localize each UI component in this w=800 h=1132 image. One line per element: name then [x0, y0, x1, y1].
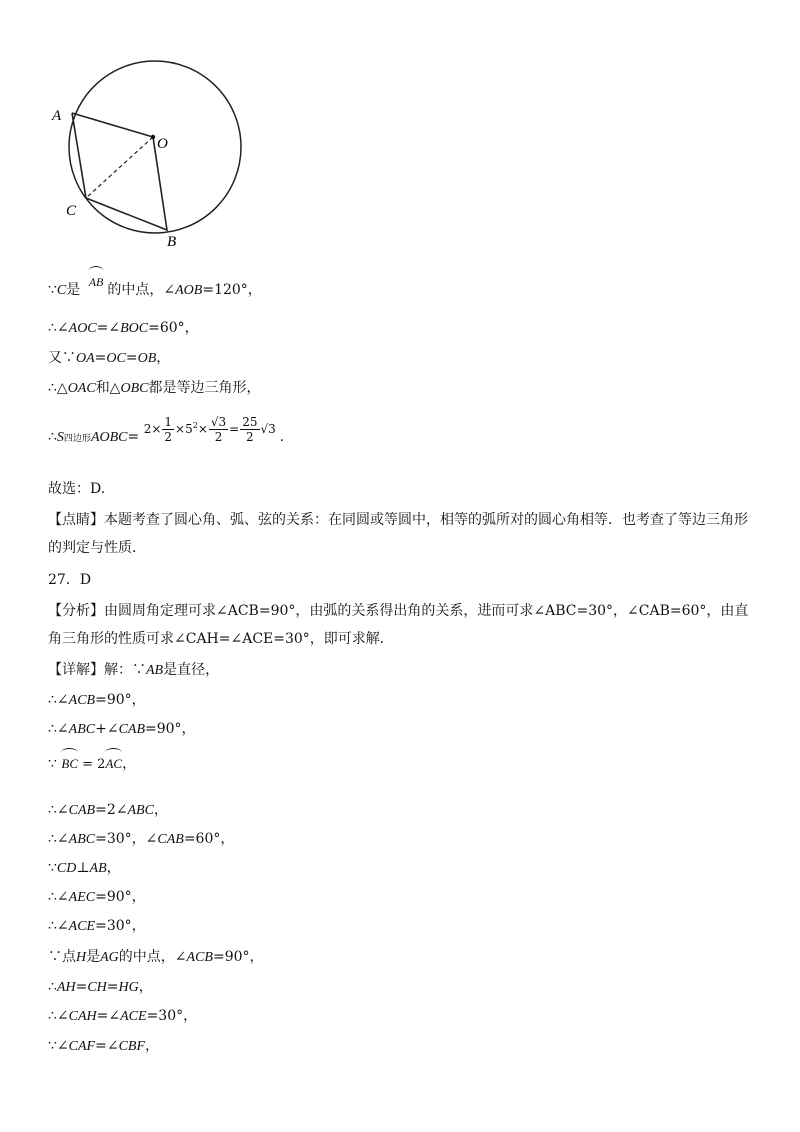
t: ，: [153, 802, 168, 818]
t: ABC: [68, 722, 96, 737]
t: 2: [192, 421, 198, 430]
t: ∴∠: [48, 802, 69, 818]
t: CAB: [68, 803, 96, 818]
t: ∵∠: [48, 1038, 69, 1054]
fraction: [240, 415, 259, 444]
t: =: [127, 429, 140, 445]
t: ABC: [127, 803, 154, 818]
t: ⊥: [76, 860, 90, 876]
t: ∵点: [48, 949, 76, 965]
line-2: [48, 318, 199, 339]
fraction: [209, 415, 228, 444]
t: =: [106, 979, 119, 995]
t: =30°，: [95, 918, 146, 934]
t: CAH: [68, 1009, 97, 1024]
t: ×5: [175, 422, 193, 436]
t: =30°，: [146, 1008, 198, 1024]
t: ACB: [186, 950, 213, 965]
t: +∠: [95, 721, 119, 737]
t: CH: [87, 980, 107, 995]
t: √3: [210, 415, 227, 429]
t: ∵: [48, 860, 57, 876]
line-16: [48, 858, 121, 879]
t: ∴: [48, 429, 57, 445]
t: 和△: [95, 380, 121, 396]
t: ACE: [68, 919, 96, 934]
t: =30°，∠: [95, 831, 158, 847]
t: =∠: [96, 1008, 121, 1024]
t: ACB: [68, 693, 96, 708]
t: AEC: [68, 890, 96, 905]
line-15: [48, 829, 234, 850]
line-7-comment: [48, 506, 760, 562]
t: 的中点，∠: [118, 949, 187, 965]
t: ，: [122, 756, 137, 772]
line-1: [48, 275, 262, 301]
line-6: [48, 479, 105, 499]
line-13: [48, 754, 136, 775]
formula: [143, 415, 280, 444]
t: S: [56, 430, 64, 445]
t: AOB: [175, 283, 203, 298]
t: =∠: [95, 1038, 119, 1054]
label-C: C: [66, 203, 77, 219]
t: 25: [242, 415, 258, 429]
t: OAC: [67, 381, 96, 396]
t: ∴∠: [48, 1008, 69, 1024]
t: =: [94, 350, 107, 366]
t: ，: [106, 860, 121, 876]
t: AG: [100, 950, 119, 965]
t: ∴∠: [48, 889, 69, 905]
t: =: [229, 422, 240, 436]
t: ABC: [68, 832, 96, 847]
arc-bc: BC: [61, 754, 78, 774]
t: C: [56, 283, 67, 298]
t: ∵: [48, 282, 57, 298]
line-14: [48, 800, 168, 821]
t: =60°，: [183, 831, 235, 847]
arc-ab: AB: [89, 272, 104, 292]
line-5-area-formula: [48, 414, 284, 459]
t: =∠: [96, 320, 121, 336]
t: =: [125, 350, 138, 366]
t: 是: [66, 282, 81, 298]
t: H: [76, 950, 87, 965]
t: ，: [145, 1038, 160, 1054]
t: =120°，: [202, 282, 262, 298]
t: 2: [246, 430, 254, 444]
t: ACE: [120, 1009, 147, 1024]
t: CD: [56, 861, 77, 876]
t: AH: [56, 980, 76, 995]
line-4: [48, 378, 260, 399]
line-21: [48, 1006, 197, 1027]
line-10: [48, 660, 219, 681]
t: OC: [106, 351, 126, 366]
t: CBF: [118, 1039, 146, 1054]
line-18: [48, 916, 146, 937]
t: 【分析】由圆周角定理可求∠ACB=90°，由弧的关系得出角的关系，进而可求∠ABC=30°，∠CAB=60°，由直角三角形的性质可求∠CAH=∠ACE=30°，即可求解．: [48, 603, 749, 647]
t: 2×: [143, 422, 162, 436]
t: = 2: [78, 757, 106, 772]
t: CAB: [157, 832, 184, 847]
line-17: [48, 887, 146, 908]
t: OB: [137, 351, 157, 366]
t: =90°，: [95, 692, 146, 708]
t: OBC: [120, 381, 149, 396]
t: AOBC: [90, 430, 128, 445]
t: ，: [156, 350, 171, 366]
label-A: A: [52, 108, 62, 124]
line-12: [48, 719, 196, 740]
t: AB: [89, 861, 107, 876]
t: ∴∠: [48, 918, 69, 934]
t: 2: [214, 430, 223, 444]
t: 2: [164, 430, 173, 444]
t: 27．D: [48, 572, 92, 588]
t: ∴∠: [48, 320, 69, 336]
geometry-figure: [0, 0, 800, 260]
t: ∴: [48, 979, 57, 995]
t: =90°，: [212, 949, 264, 965]
t: 的中点，∠: [107, 282, 176, 298]
label-B: B: [167, 234, 177, 250]
fraction: [162, 415, 174, 444]
line-11: [48, 690, 146, 711]
t: ∵: [48, 756, 57, 772]
t: OA: [76, 351, 95, 366]
arc-ac: AC: [105, 754, 122, 774]
t: BOC: [120, 321, 149, 336]
t: HG: [118, 980, 139, 995]
t: ×: [197, 422, 208, 436]
t: √3: [260, 422, 276, 436]
center-point: [151, 135, 155, 139]
t: AOC: [68, 321, 97, 336]
line-3: [48, 348, 170, 369]
t: CAF: [68, 1039, 96, 1054]
t: 是直径，: [163, 662, 220, 678]
line-19: [48, 947, 264, 968]
t: 1: [164, 415, 173, 429]
subscript: 四边形: [63, 434, 91, 444]
t: 是: [86, 949, 101, 965]
line-9-analysis: [48, 597, 760, 653]
line-8: [48, 570, 91, 590]
t: 【点睛】本题考查了圆心角、弧、弦的关系：在同圆或等圆中，相等的弧所对的圆心角相等．也考查了等边三角形的判定与性质．: [48, 512, 748, 556]
t: =2∠: [95, 802, 128, 818]
t: ，: [138, 979, 153, 995]
t: ∴△: [48, 380, 68, 396]
dashed-oc: [86, 137, 153, 198]
t: AB: [146, 663, 164, 678]
t: CAB: [118, 722, 146, 737]
t: 又∵: [48, 350, 76, 366]
quad-sides: [72, 113, 167, 230]
t: 【详解】解：∵: [48, 662, 146, 678]
t: ∴∠: [48, 831, 69, 847]
t: ∴∠: [48, 721, 69, 737]
t: 都是等边三角形，: [148, 380, 261, 396]
t: .: [279, 429, 285, 445]
t: ∴∠: [48, 692, 69, 708]
line-22: [48, 1036, 159, 1057]
t: =90°，: [145, 721, 196, 737]
line-20: [48, 977, 153, 998]
t: =60°，: [148, 320, 199, 336]
label-O: O: [157, 136, 168, 152]
t: =90°，: [95, 889, 146, 905]
t: =: [75, 979, 88, 995]
t: 故选：D.: [48, 481, 106, 497]
